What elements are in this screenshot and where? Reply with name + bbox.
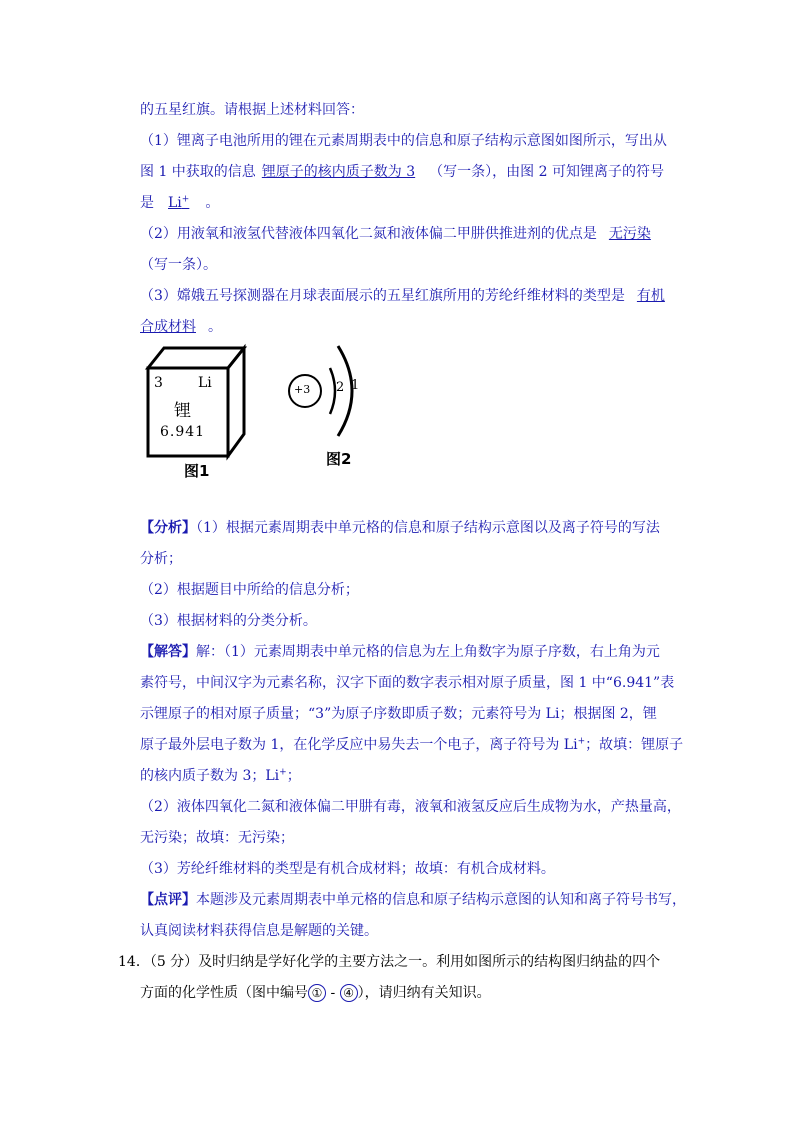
question-14-text: 方面的化学性质（图中编号 <box>140 985 308 1001</box>
solution-text-4: 原子最外层电子数为 1，在化学反应中易失去一个电子，离子符号为 Li <box>140 737 578 753</box>
question-1-period: 。 <box>205 195 220 211</box>
analysis-line1 <box>140 518 660 538</box>
comment-text-1: 本题涉及元素周期表中单元格的信息和原子结构示意图的认知和离子符号书写， <box>196 892 686 908</box>
circled-4: ④ <box>340 984 358 1002</box>
question-14-text-post: ），请归纳有关知识。 <box>357 985 491 1001</box>
solution-text-5: 的核内质子数为 3；Li <box>140 768 280 784</box>
solution-tag: 【解答】 <box>140 644 196 660</box>
question-1-line3 <box>140 193 219 213</box>
analysis-line3: （3）根据材料的分类分析。 <box>140 613 317 629</box>
solution-line3: 示锂原子的相对原子质量；“3”为原子序数即质子数；元素符号为 Li；根据图 2，锂 <box>140 706 657 722</box>
question-14-line1: 14．（5 分）及时归纳是学好化学的主要方法之一。利用如图所示的结构图归纳盐的四个 <box>118 954 661 970</box>
answer-1b-charge: + <box>181 194 190 205</box>
question-3-text: （3）嫦娥五号探测器在月球表面展示的五星红旗所用的芳纶纤维材料的类型是 <box>140 288 625 304</box>
solution-text-4-post: ；故填：锂原子 <box>585 737 684 753</box>
solution-text-1: 解：（1）元素周期表中单元格的信息为左上角数字为原子序数，右上角为元 <box>196 644 660 660</box>
figure-1-caption: 图1 <box>184 462 210 480</box>
question-1-text-shi: 是 <box>140 195 154 211</box>
shell2-electrons: 1 <box>351 378 360 393</box>
answer-1b-symbol: Li <box>168 195 182 211</box>
comment-line1 <box>140 890 686 910</box>
cell-atomic-mass: 6.941 <box>160 424 206 440</box>
solution-line8: （3）芳纶纤维材料的类型是有机合成材料；故填：有机合成材料。 <box>140 861 555 877</box>
solution-line6: （2）液体四氧化二氮和液体偏二甲肼有毒，液氧和液氢反应后生成物为水，产热量高， <box>140 799 681 815</box>
question-3-line2 <box>140 317 222 337</box>
answer-1a: 锂原子的核内质子数为 3 <box>261 164 416 180</box>
question-3-period: 。 <box>208 319 222 335</box>
answer-2: 无污染 <box>608 226 651 242</box>
solution-text-5-post: ； <box>286 768 301 784</box>
cell-element-symbol: Li <box>198 375 212 391</box>
question-1-text: 图 1 中获取的信息 <box>140 164 256 180</box>
analysis-text-1: （1）根据元素周期表中单元格的信息和原子结构示意图以及离子符号的写法 <box>196 520 660 536</box>
question-2-text: （2）用液氧和液氢代替液体四氧化二氮和液体偏二甲肼供推进剂的优点是 <box>140 226 597 242</box>
solution-line4 <box>140 735 683 755</box>
solution-line1 <box>140 642 660 662</box>
nucleus-charge: +3 <box>294 383 311 396</box>
analysis-tag: 【分析】 <box>140 520 196 536</box>
question-2-line1 <box>140 224 655 244</box>
answer-3b: 合成材料 <box>140 319 196 335</box>
question-1-line1: （1）锂离子电池所用的锂在元素周期表中的信息和原子结构示意图如图所示，写出从 <box>140 133 667 149</box>
question-14-dash: - <box>326 985 340 1001</box>
question-2-line2: （写一条）。 <box>140 257 217 273</box>
shell1-electrons: 2 <box>336 380 345 395</box>
analysis-line1b: 分析； <box>140 551 182 567</box>
circled-1: ① <box>308 984 326 1002</box>
question-1-line2 <box>140 162 664 182</box>
solution-line5 <box>140 766 301 786</box>
shell1-arc <box>330 368 335 414</box>
question-1-text-post: （写一条），由图 2 可知锂离子的符号 <box>429 164 664 180</box>
comment-tag: 【点评】 <box>140 892 196 908</box>
solution-charge-4: + <box>577 736 586 747</box>
analysis-line2: （2）根据题目中所给的信息分析； <box>140 582 359 598</box>
solution-line7: 无污染；故填：无污染； <box>140 830 294 846</box>
question-3-line1 <box>140 286 667 306</box>
answer-3a: 有机 <box>636 288 665 304</box>
question-14-line2 <box>140 983 491 1003</box>
figure-area <box>140 338 400 488</box>
cell-side <box>228 348 244 456</box>
solution-charge-5: + <box>279 767 287 778</box>
cell-element-name: 锂 <box>174 401 191 421</box>
solution-line2: 素符号，中间汉字为元素名称，汉字下面的数字表示相对原子质量，图 1 中“6.941”表 <box>140 675 675 691</box>
comment-line2: 认真阅读材料获得信息是解题的关键。 <box>140 923 378 939</box>
cell-atomic-number: 3 <box>154 375 163 391</box>
figure-2-caption: 图2 <box>326 450 352 468</box>
answer-1b <box>154 195 205 211</box>
material-line: 的五星红旗。请根据上述材料回答： <box>140 102 364 118</box>
